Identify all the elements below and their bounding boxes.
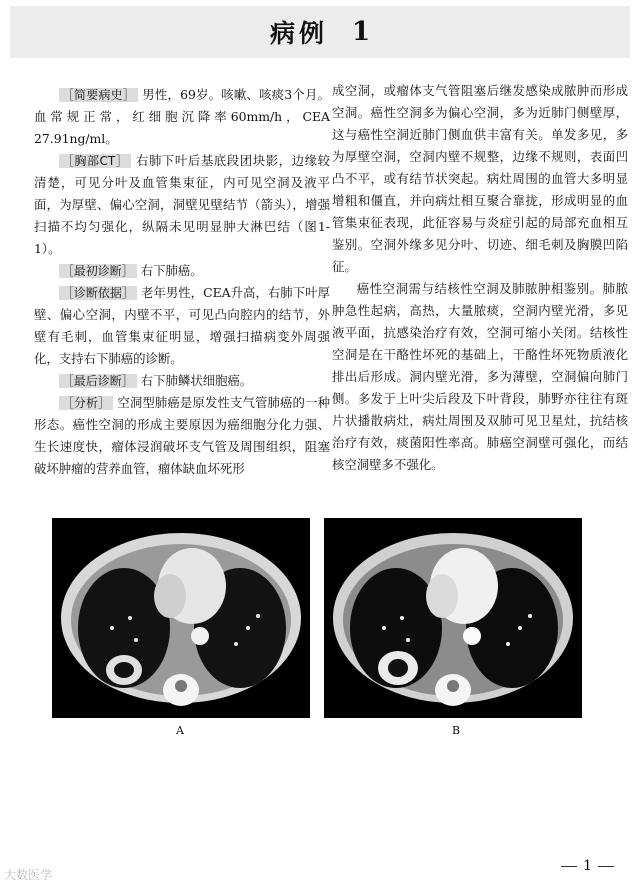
ct-scan-b-graphic [324,518,582,718]
right-column [332,80,628,476]
paragraph-final-dx [34,370,330,392]
text-final-dx: 右下肺鳞状细胞癌。 [140,373,253,388]
page-number [555,858,620,874]
paragraph-initial-dx [34,260,330,282]
figure-b-label: B [452,724,461,737]
case-number: 1 [351,17,371,47]
paragraph-basis [34,282,330,370]
paragraph-differential: 癌性空洞需与结核性空洞及肺脓肿相鉴别。肺脓肿急性起病，高热，大量脓痰，空洞内壁光滑，多见液平面，抗感染治疗有效，空洞可缩小关闭。结核性空洞是在干酪性坏死的基础上，干酪性坏死物质液化排出后形成。洞内壁光滑，多为薄壁，空洞偏向肺门侧。多发于上叶尖后段及下叶背段，肺野亦往往有斑片状播散病灶，病灶周围及双肺可见卫星灶，抗结核治疗有效，痰菌阳性率高。肺癌空洞壁可强化，而结核空洞壁多不强化。 [332,281,628,472]
text-initial-dx: 右下肺癌。 [140,263,203,278]
text-ct: 右肺下叶后基底段团块影，边缘较清楚，可见分叶及血管集束征，内可见空洞及液平面，为厚壁、偏心空洞，洞壁见壁结节（箭头），增强扫描不均匀强化，纵隔未见明显肿大淋巴结（图1-1）。 [34,153,330,256]
page-number-text: 1 [583,858,592,874]
tag-ct: ［胸部CT］ [59,154,132,168]
folio-dash-left [561,866,577,867]
ct-scan-a-graphic [52,518,310,718]
tag-initial-dx: ［最初诊断］ [59,264,137,278]
paragraph-analysis [34,392,330,480]
figure-a-label: A [176,724,184,737]
page-header [10,6,630,58]
text-history: 男性，69岁。咳嗽、咳痰3个月。血常规正常，红细胞沉降率60mm/h，CEA 27.91ng/ml。 [34,87,330,146]
text-analysis: 空洞型肺癌是原发性支气管肺癌的一种形态。癌性空洞的形成主要原因为癌细胞分化力强、生长速度快，瘤体浸润破坏支气管及周围组织，阻塞破坏肿瘤的营养血管，瘤体缺血坏死形 [34,395,330,476]
watermark: 大数医学 [4,868,53,882]
paragraph-ct [34,150,330,260]
paragraph-history [34,84,330,150]
tag-final-dx: ［最后诊断］ [59,374,137,388]
tag-analysis: ［分析］ [59,396,114,410]
paragraph-analysis-cont: 成空洞，或瘤体支气管阻塞后继发感染成脓肿而形成空洞。癌性空洞多为偏心空洞，多为近肺门侧壁厚，这与癌性空洞近肺门侧血供丰富有关。单发多见，多为厚壁空洞，空洞内壁不规整，边缘不规则，表面凹凸不平，或有结节状突起。病灶周围的血管大多明显增粗和僵直，并向病灶相互聚合靠拢，形成明显的血管集束征表现，此征容易与炎症引起的局部充血相互鉴别。空洞外缘多见分叶、切迹、细毛刺及胸膜凹陷征。 [332,83,628,274]
ct-image-b [324,518,582,718]
page-title: 病例 [269,19,328,48]
tag-history: ［简要病史］ [59,88,138,102]
folio-dash-right [598,866,614,867]
ct-image-a [52,518,310,718]
tag-basis: ［诊断依据］ [59,286,137,300]
text-basis: 老年男性，CEA升高，右肺下叶厚壁、偏心空洞，内壁不平，可见凸向腔内的结节，外壁有毛刺，血管集束征明显，增强扫描病变外周强化，支持右下肺癌的诊断。 [34,285,330,366]
left-column [34,84,330,480]
